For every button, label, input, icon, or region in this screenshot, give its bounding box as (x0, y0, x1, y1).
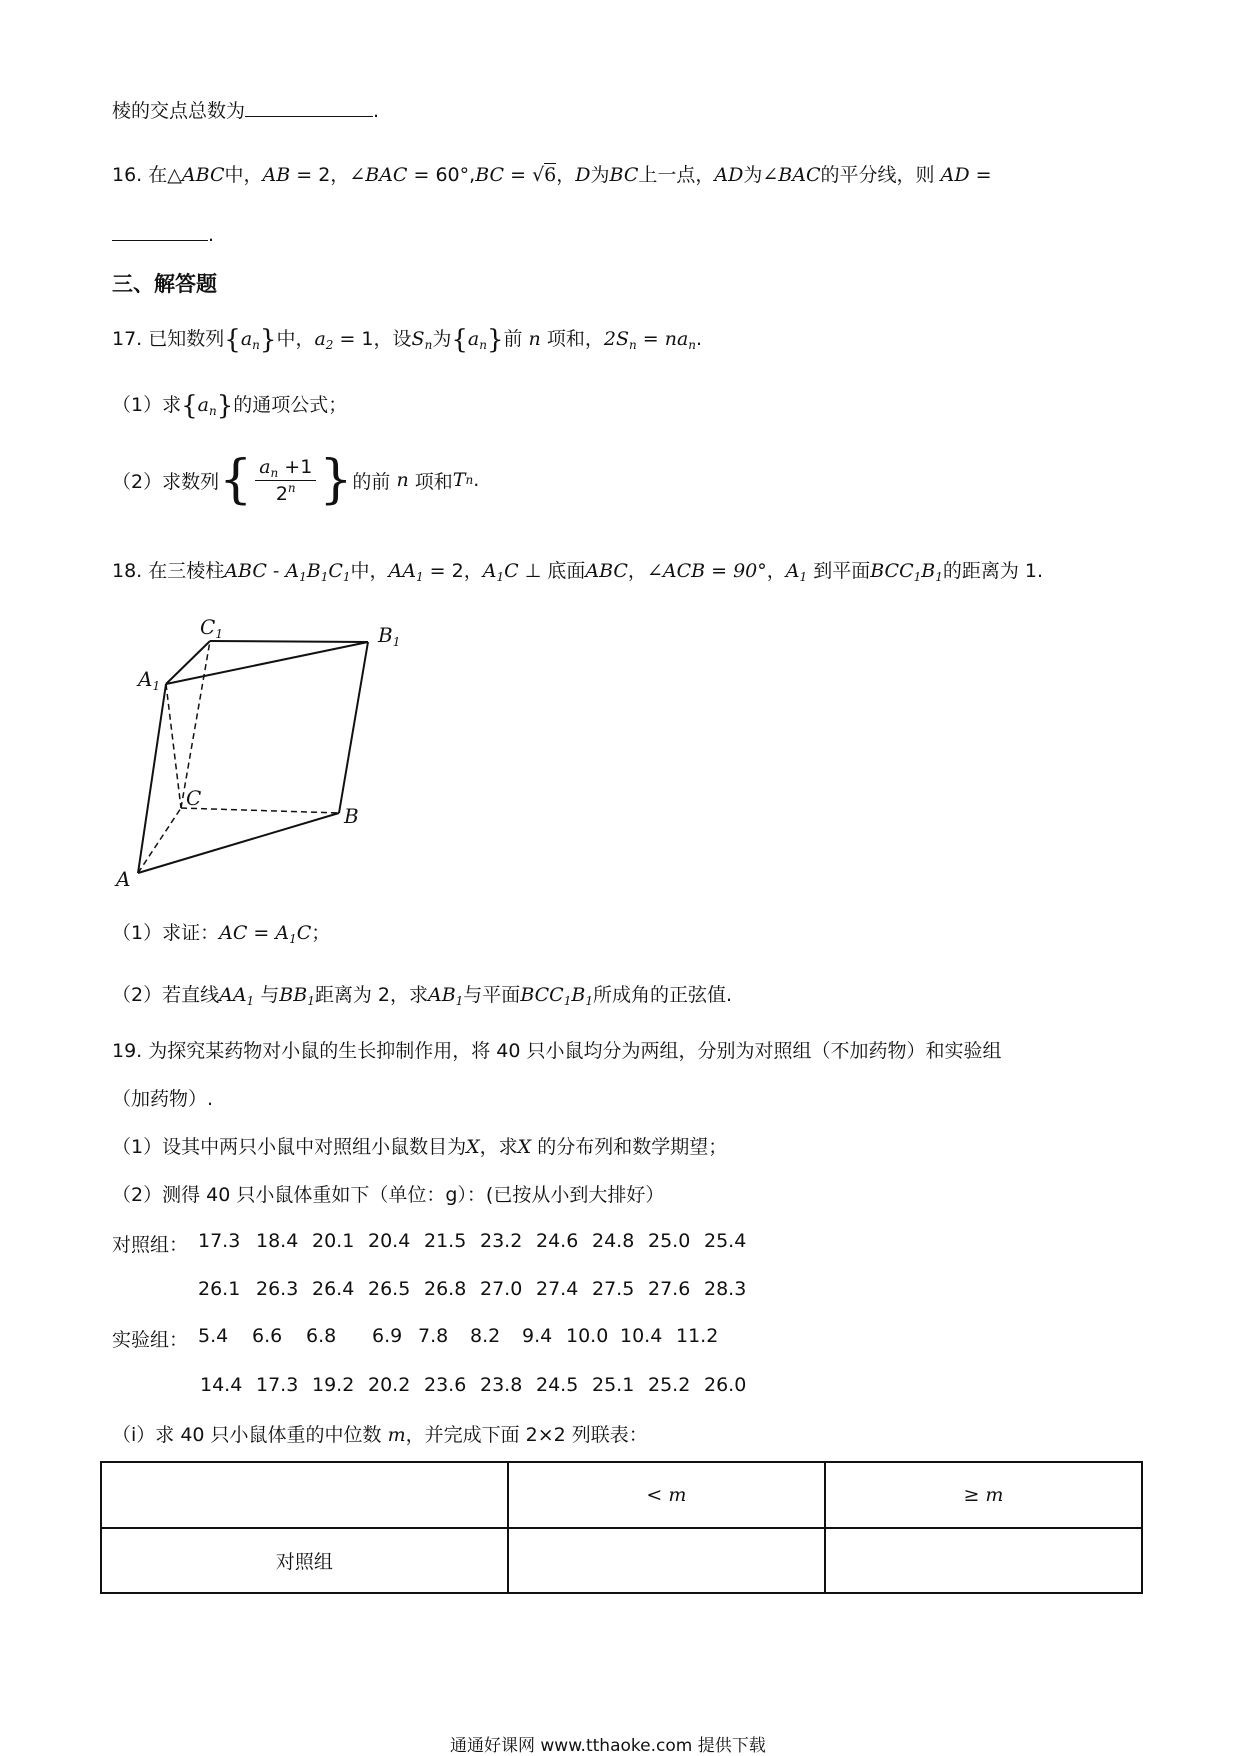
data-value: 24.6 (536, 1230, 579, 1252)
data-value: 26.5 (368, 1278, 411, 1300)
sqrt-symbol: √ (532, 164, 545, 186)
data-value: 20.4 (368, 1230, 411, 1252)
data-value: 20.1 (312, 1230, 355, 1252)
data-value: 10.4 (620, 1325, 663, 1347)
q16-answer-line: . (112, 222, 214, 246)
edge-C1B1 (210, 641, 368, 642)
label-B1: $B_1$ (378, 623, 401, 649)
data-value: 23.2 (480, 1230, 523, 1252)
data-value: 14.4 (200, 1374, 243, 1396)
q17-line: 17. 已知数列$\{a_n\}$中，$a_2 = 1$，设$S_n$为$\{a_n\}$前 n 项和，$2S_n = na_n$. (112, 325, 703, 355)
table-header-ge-m: ≥ m (825, 1462, 1142, 1528)
answer-blank[interactable] (245, 98, 373, 117)
table-row-control-label: 对照组 (101, 1528, 508, 1593)
q19-part2: （2）测得 40 只小鼠体重如下（单位：g）：(已按从小到大排好） (112, 1184, 665, 1206)
label-C: C (186, 786, 202, 810)
data-value: 10.0 (566, 1325, 609, 1347)
data-value: 17.3 (198, 1230, 241, 1252)
data-value: 24.5 (536, 1374, 579, 1396)
label-A1: $A_1$ (138, 667, 161, 693)
q16-number: 16. (112, 164, 143, 186)
data-value: 19.2 (312, 1374, 355, 1396)
data-value: 26.8 (424, 1278, 467, 1300)
control-label: 对照组： (112, 1234, 189, 1256)
label-B: B (344, 804, 359, 828)
data-value: 25.2 (648, 1374, 691, 1396)
contingency-table (100, 1461, 1143, 1594)
data-value: 27.6 (648, 1278, 691, 1300)
data-value: 8.2 (470, 1325, 501, 1347)
data-value: 26.0 (704, 1374, 747, 1396)
fraction: $\frac{a_n +1}{2^n}$ (255, 456, 316, 505)
prism-figure (110, 610, 430, 890)
data-value: 24.8 (592, 1230, 635, 1252)
q18-part1: （1）求证：AC = $A_1C$； (112, 922, 331, 946)
label-C1: $C_1$ (200, 615, 223, 641)
edge-A1B1 (166, 642, 368, 684)
q18-number: 18. (112, 560, 143, 582)
q17-part1: （1）求$\{a_n\}$的通项公式； (112, 391, 348, 421)
data-value: 17.3 (256, 1374, 299, 1396)
data-value: 20.2 (368, 1374, 411, 1396)
data-value: 5.4 (198, 1325, 229, 1347)
data-value: 23.8 (480, 1374, 523, 1396)
q19-part1: （1）设其中两只小鼠中对照组小鼠数目为X，求X 的分布列和数学期望； (112, 1136, 728, 1158)
data-value: 7.8 (418, 1325, 449, 1347)
edge-A1C (166, 684, 181, 808)
data-value: 27.5 (592, 1278, 635, 1300)
table-cell[interactable] (508, 1528, 825, 1593)
data-value: 27.0 (480, 1278, 523, 1300)
q18-part2: （2）若直线$AA_1$ 与$BB_1$距离为 2，求$AB_1$与平面$BCC_1B_1$所成角的正弦值. (112, 984, 732, 1008)
data-value: 6.9 (372, 1325, 403, 1347)
q18-line: 18. 在三棱柱ABC - $A_1B_1C_1$中，$AA_1 = 2$，$A_1C$ ⊥ 底面ABC，∠ACB = 90°，$A_1$ 到平面$BCC_1B_1$的距离为 1. (112, 560, 1044, 584)
answer-blank[interactable] (112, 222, 208, 241)
table-cell[interactable] (825, 1528, 1142, 1593)
edge-AA1 (138, 684, 166, 873)
edge-CB (181, 808, 339, 813)
table-header-lt-m: < m (508, 1462, 825, 1528)
q17-part2: （2）求数列 { $\frac{a_n +1}{2^n}$ } 的前 n 项和 T n . (112, 450, 480, 510)
edge-AC (138, 808, 181, 873)
q16-line: 16. 在△ABC中，AB = 2，∠BAC = 60°,BC = √6，D为BC上一点，AD为∠BAC的平分线，则 AD = (112, 164, 992, 186)
page-footer: 通通好课网 www.tthaoke.com 提供下载 (450, 1736, 766, 1756)
data-value: 21.5 (424, 1230, 467, 1252)
q19-part-i: （i）求 40 只小鼠体重的中位数 m，并完成下面 2×2 列联表： (112, 1424, 648, 1446)
data-value: 18.4 (256, 1230, 299, 1252)
q19-line1: 19. 为探究某药物对小鼠的生长抑制作用，将 40 只小鼠均分为两组，分别为对照组（不加药物）和实验组 (112, 1040, 1002, 1062)
q15-tail-line: 棱的交点总数为 . (112, 100, 380, 122)
data-value: 28.3 (704, 1278, 747, 1300)
q15-tail-text: 棱的交点总数为 (112, 100, 246, 122)
data-value: 6.6 (252, 1325, 283, 1347)
label-A: A (116, 867, 131, 890)
edge-AB (138, 813, 339, 873)
data-value: 27.4 (536, 1278, 579, 1300)
data-value: 25.4 (704, 1230, 747, 1252)
data-value: 11.2 (676, 1325, 719, 1347)
data-value: 25.1 (592, 1374, 635, 1396)
data-value: 9.4 (522, 1325, 553, 1347)
data-value: 6.8 (306, 1325, 337, 1347)
section-heading: 三、解答题 (112, 272, 217, 296)
exp-label: 实验组： (112, 1329, 189, 1351)
edge-BB1 (339, 642, 368, 813)
q19-line2: （加药物）. (112, 1088, 214, 1110)
q17-number: 17. (112, 328, 143, 350)
data-value: 23.6 (424, 1374, 467, 1396)
table-header-empty (101, 1462, 508, 1528)
data-value: 26.1 (198, 1278, 241, 1300)
data-value: 26.3 (256, 1278, 299, 1300)
data-value: 25.0 (648, 1230, 691, 1252)
data-value: 26.4 (312, 1278, 355, 1300)
